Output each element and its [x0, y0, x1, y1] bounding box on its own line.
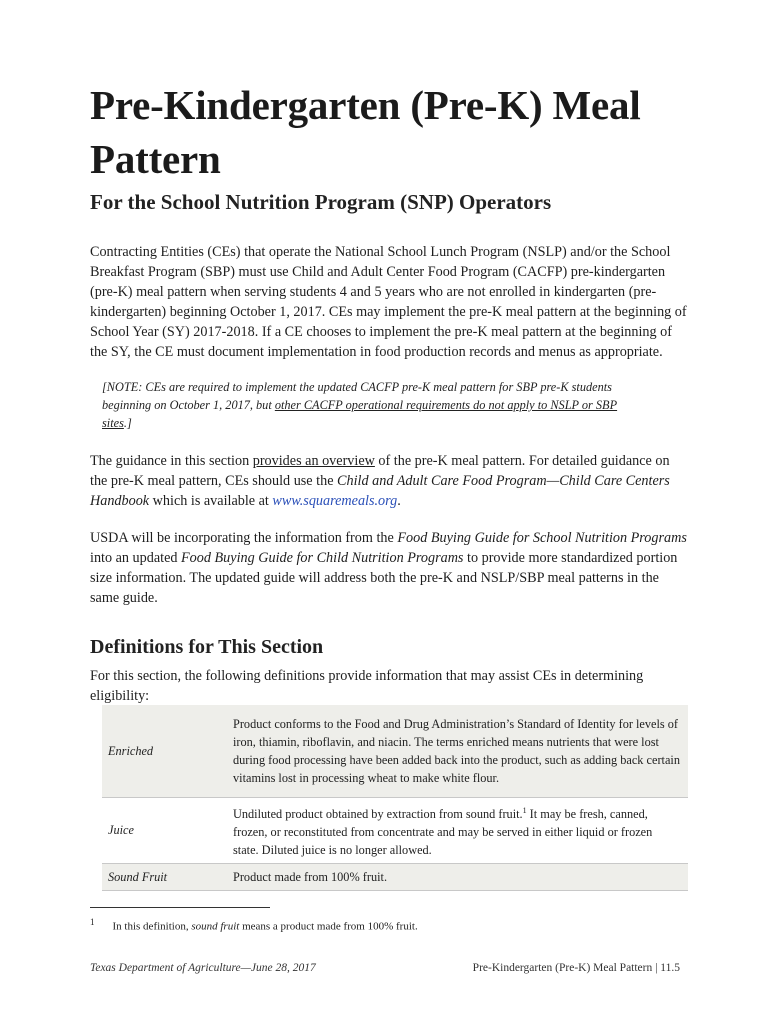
footnote-text-2: means a product made from 100% fruit.: [239, 920, 418, 933]
note-underlined-text: other CACFP operational requirements do not apply to NSLP or SBP sites: [102, 398, 618, 430]
definitions-heading: Definitions for This Section: [90, 636, 324, 658]
page-title: Pre-Kindergarten (Pre-K) Meal Pattern: [90, 82, 641, 182]
guidance-end: .: [397, 493, 401, 509]
intro-paragraph: Contracting Entities (CEs) that operate the National School Lunch Program (NSLP) and/or the School Breakfast Program (SBP) must use Child and Adult Center Food Program (CACFP) pre-kindergarten (pre-K) meal pattern when serving students 4 and 5 years who are not enrolled in kindergarten (pre-kindergarten) beginning October 1, 2017. CEs may implement the pre-K meal pattern at the beginning of School Year (SY) 2017-2018. If a CE chooses to implement the pre-K meal pattern at the beginning of the SY, the CE must document implementation in food production records and menus as appropriate.: [90, 244, 687, 360]
footnote-number: 1: [90, 917, 95, 927]
definitions-table: [102, 705, 688, 891]
footer-right: Pre-Kindergarten (Pre-K) Meal Pattern | 11.5: [472, 962, 680, 974]
usda-text-2: into an updated: [90, 550, 182, 566]
definition-text: Product conforms to the Food and Drug Administration’s Standard of Identity for levels of iron, thiamin, riboflavin, and niacin. The terms enriched means nutrients that were lost during food processing have been added back into the product, such as adding back certain vitamins lost in processing wheat to make white flour.: [227, 705, 688, 798]
footnote: [90, 917, 418, 933]
note-text: [NOTE: CEs are required to implement the updated CACFP pre-K meal pattern for SBP pre-K students beginning on October 1, 2017, but: [102, 380, 612, 412]
juice-definition-text: Undiluted product obtained by extraction from sound fruit.: [233, 807, 523, 822]
usda-text: USDA will be incorporating the information from the: [90, 530, 398, 546]
definition-term: Enriched: [102, 705, 227, 798]
note-paragraph: [102, 378, 622, 432]
guidance-text-2: of the pre-K meal pattern. For detailed guidance on the pre-K meal pattern, CEs should use the: [90, 453, 670, 489]
usda-paragraph: [90, 528, 690, 608]
footer-left: Texas Department of Agriculture—June 28, 2017: [90, 962, 316, 974]
food-buying-guide-snp: Food Buying Guide for School Nutrition Programs: [397, 530, 687, 546]
definition-row-enriched: [102, 705, 688, 798]
handbook-title: Child and Adult Care Food Program—Child Care Centers Handbook: [90, 473, 670, 509]
definition-text: [227, 798, 688, 864]
footnote-divider: [90, 907, 270, 908]
definition-term: Sound Fruit: [102, 864, 227, 891]
footnote-ref: 1: [522, 806, 527, 815]
guidance-paragraph: [90, 451, 690, 511]
overview-text: provides an overview: [252, 453, 375, 469]
usda-text-3: to provide more standardized portion size information. The updated guide will address both the pre-K and NSLP/SBP meal patterns in the same guide.: [90, 550, 678, 606]
guidance-text-3: which is available at: [149, 493, 273, 509]
definition-row-sound-fruit: [102, 864, 688, 891]
food-buying-guide-cnp: Food Buying Guide for Child Nutrition Programs: [181, 550, 464, 566]
footnote-italic: sound fruit: [191, 920, 240, 933]
squaremeals-link[interactable]: www.squaremeals.org: [272, 493, 398, 509]
page-subtitle: For the School Nutrition Program (SNP) Operators: [90, 190, 552, 214]
definition-text: Product made from 100% fruit.: [227, 864, 688, 891]
definitions-intro: For this section, the following definitions provide information that may assist CEs in determining eligibility:: [90, 668, 644, 704]
juice-definition-text-2: It may be fresh, canned, frozen, or reconstituted from concentrate and may be served in either liquid or frozen state. Diluted juice is no longer allowed.: [233, 807, 653, 858]
guidance-text: The guidance in this section: [90, 453, 253, 469]
footnote-text: In this definition,: [112, 920, 192, 933]
note-end: .]: [123, 416, 132, 430]
definition-term: Juice: [102, 798, 227, 864]
definition-row-juice: [102, 798, 688, 864]
